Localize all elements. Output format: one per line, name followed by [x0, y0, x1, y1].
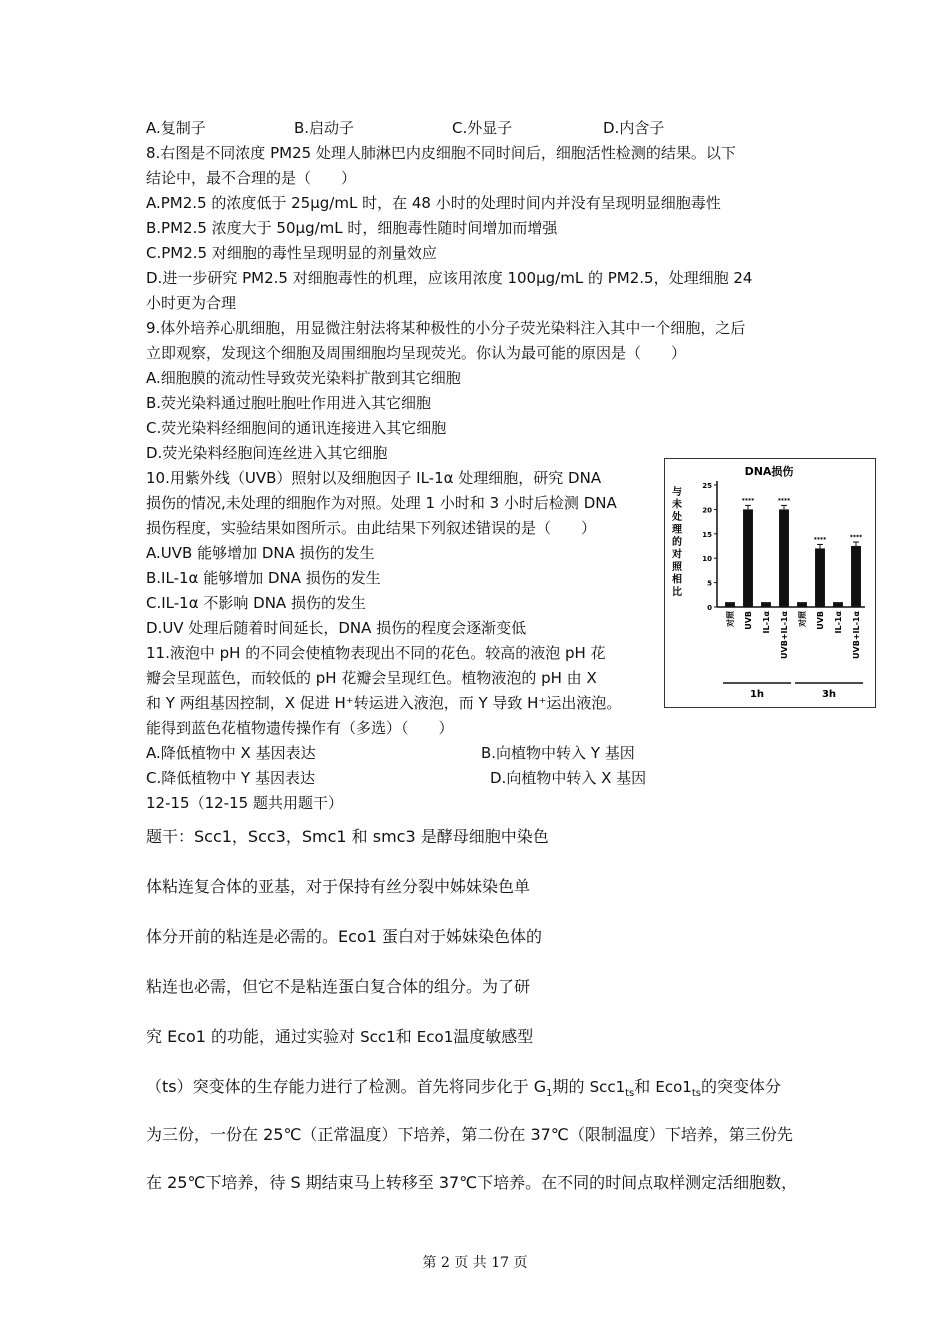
q10-stem-line1: 10.用紫外线（UVB）照射以及细胞因子 IL-1α 处理细胞，研究 DNA — [146, 469, 602, 487]
q9-option-a: A.细胞膜的流动性导致荧光染料扩散到其它细胞 — [146, 369, 461, 387]
bar — [761, 602, 771, 607]
y-axis-label-char: 照 — [672, 562, 682, 573]
y-tick-label: 15 — [702, 530, 712, 539]
x-category-label: UVB — [816, 611, 825, 630]
q12-15-stem-line4: 粘连也必需，但它不是粘连蛋白复合体的组分。为了研 — [146, 977, 531, 996]
gene-scc1-ts: Scc1 — [589, 1078, 626, 1096]
bar — [797, 602, 807, 607]
y-axis-label-char: 处 — [672, 512, 682, 523]
y-axis-label-char: 理 — [672, 524, 682, 536]
group-label: 1h — [749, 689, 765, 700]
gene-eco1-ts: Eco1 — [655, 1078, 692, 1096]
page-footer: 第 2 页 共 17 页 — [422, 1255, 528, 1271]
x-category-label: UVB+IL-1α — [852, 611, 861, 659]
q7-option-b: B.启动子 — [294, 119, 355, 137]
q12-15-stem-line6 — [146, 1076, 781, 1101]
q8-stem-line1: 8.右图是不同浓度 PM25 处理人肺淋巴内皮细胞不同时间后，细胞活性检测的结果。以下 — [146, 144, 736, 162]
bar — [779, 509, 789, 607]
q8-option-d-line1: D.进一步研究 PM2.5 对细胞毒性的机理，应该用浓度 100μg/mL 的 PM2.5，处理细胞 24 — [146, 269, 753, 287]
q12-15-stem-line5 — [146, 1026, 533, 1048]
q8-option-b: B.PM2.5 浓度大于 50μg/mL 时，细胞毒性随时间增加而增强 — [146, 219, 558, 237]
q11-stem-line4: 能得到蓝色花植物遗传操作有（多选）（ ） — [146, 719, 454, 737]
group-label: 3h — [821, 689, 837, 700]
bar — [815, 548, 825, 607]
q11-stem-line3: 和 Y 两组基因控制，X 促进 H⁺转运进入液泡，而 Y 导致 H⁺运出液泡。 — [146, 694, 622, 712]
y-tick-label: 0 — [707, 604, 712, 612]
gene-scc1: Scc1 — [360, 1028, 396, 1046]
q10-stem-line3: 损伤程度，实验结果如图所示。由此结果下列叙述错误的是（ ） — [146, 519, 597, 537]
gene-eco1: Eco1 — [416, 1028, 454, 1046]
q12-15-line6-text-a: （ts）突变体的生存能力进行了检测。首先将同步化于 G — [146, 1077, 547, 1096]
bar — [725, 602, 735, 607]
q12-15-line5-text-mid: 和 — [395, 1027, 417, 1046]
q12-15-line5-text-b: 温度敏感型 — [453, 1027, 534, 1046]
q11-option-d: D.向植物中转入 X 基因 — [490, 769, 647, 787]
q10-stem-line2: 损伤的情况,未处理的细胞作为对照。处理 1 小时和 3 小时后检测 DNA — [146, 494, 617, 512]
y-axis-label-char: 与 — [672, 487, 682, 498]
bar — [743, 509, 753, 607]
q11-option-a: A.降低植物中 X 基因表达 — [146, 744, 316, 762]
q12-15-stem-line8: 在 25℃下培养，待 S 期结束马上转移至 37℃下培养。在不同的时间点取样测定活细胞数， — [146, 1173, 798, 1192]
q11-stem-line2: 瓣会呈现蓝色，而较低的 pH 花瓣会呈现红色。植物液泡的 pH 由 X — [146, 669, 597, 687]
q11-stem-line1: 11.液泡中 pH 的不同会使植物表现出不同的花色。较高的液泡 pH 花 — [146, 644, 606, 662]
q7-option-c: C.外显子 — [452, 119, 513, 137]
q9-stem-line2: 立即观察，发现这个细胞及周围细胞均呈现荧光。你认为最可能的原因是（ ） — [146, 344, 687, 362]
significance-mark: **** — [741, 497, 755, 505]
significance-mark: **** — [813, 536, 827, 544]
x-category-label: 对照 — [798, 611, 807, 627]
q12-15-line6-text-b: 期的 — [552, 1077, 590, 1096]
x-category-label: 对照 — [726, 611, 735, 627]
q9-stem-line1: 9.体外培养心肌细胞，用显微注射法将某种极性的小分子荧光染料注入其中一个细胞，之后 — [146, 319, 746, 337]
g1-subscript: 1 — [546, 1088, 553, 1099]
q12-15-line6-text-d: 的突变体分 — [700, 1077, 781, 1096]
q12-15-stem-line1: 题干：Scc1，Scc3，Smc1 和 smc3 是酵母细胞中染色 — [146, 827, 549, 846]
y-axis-label-char: 对 — [672, 549, 682, 561]
q8-option-c: C.PM2.5 对细胞的毒性呈现明显的剂量效应 — [146, 244, 437, 262]
x-category-label: IL-1α — [762, 611, 771, 634]
x-category-label: UVB+IL-1α — [780, 611, 789, 659]
q9-option-c: C.荧光染料经细胞间的通讯连接进入其它细胞 — [146, 419, 447, 437]
q12-15-stem-line2: 体粘连复合体的亚基，对于保持有丝分裂中姊妹染色单 — [146, 877, 531, 896]
y-tick-label: 25 — [702, 482, 712, 490]
q10-option-d: D.UV 处理后随着时间延长，DNA 损伤的程度会逐渐变低 — [146, 619, 527, 637]
q12-15-stem-line3: 体分开前的粘连是必需的。Eco1 蛋白对于姊妹染色体的 — [146, 927, 542, 946]
q12-15-line5-text-a: 究 Eco1 的功能，通过实验对 — [146, 1027, 361, 1046]
bar — [851, 546, 861, 607]
y-tick-label: 5 — [707, 579, 712, 588]
y-tick-label: 20 — [702, 506, 712, 515]
ts-subscript-2: ts — [691, 1088, 701, 1099]
x-category-label: IL-1α — [834, 611, 843, 634]
q11-option-c: C.降低植物中 Y 基因表达 — [146, 769, 315, 787]
q8-option-d-line2: 小时更为合理 — [146, 294, 237, 312]
y-axis-label-char: 比 — [672, 587, 682, 598]
x-category-label: UVB — [744, 611, 753, 630]
y-axis-label-char: 的 — [672, 537, 682, 548]
significance-mark: **** — [777, 497, 791, 505]
q10-option-a: A.UVB 能够增加 DNA 损伤的发生 — [146, 544, 375, 562]
q7-option-a: A.复制子 — [146, 119, 206, 137]
dna-damage-chart — [665, 459, 875, 707]
q10-option-b: B.IL-1α 能够增加 DNA 损伤的发生 — [146, 569, 381, 587]
significance-mark: **** — [849, 534, 863, 541]
y-tick-label: 10 — [702, 555, 712, 564]
q7-option-d: D.内含子 — [603, 119, 665, 137]
q9-option-b: B.荧光染料通过胞吐胞吐作用进入其它细胞 — [146, 394, 432, 412]
q9-option-d: D.荧光染料经胞间连丝进入其它细胞 — [146, 444, 388, 462]
ts-subscript-1: ts — [625, 1088, 635, 1099]
q8-stem-line2: 结论中，最不合理的是（ ） — [146, 169, 357, 187]
q8-option-a: A.PM2.5 的浓度低于 25μg/mL 时，在 48 小时的处理时间内并没有呈现明显细胞毒性 — [146, 194, 721, 212]
q10-option-c: C.IL-1α 不影响 DNA 损伤的发生 — [146, 594, 366, 612]
bar — [833, 602, 843, 607]
q12-15-heading: 12-15（12-15 题共用题干） — [146, 794, 343, 812]
chart-title: DNA损伤 — [744, 465, 794, 478]
dna-damage-figure — [664, 458, 876, 708]
q11-option-b: B.向植物中转入 Y 基因 — [481, 744, 635, 762]
q12-15-stem-line7: 为三份，一份在 25℃（正常温度）下培养，第二份在 37℃（限制温度）下培养，第三份先 — [146, 1125, 793, 1144]
y-axis-label-char: 相 — [672, 574, 682, 586]
y-axis-label-char: 未 — [672, 499, 682, 511]
q12-15-line6-text-c: 和 — [634, 1077, 656, 1096]
